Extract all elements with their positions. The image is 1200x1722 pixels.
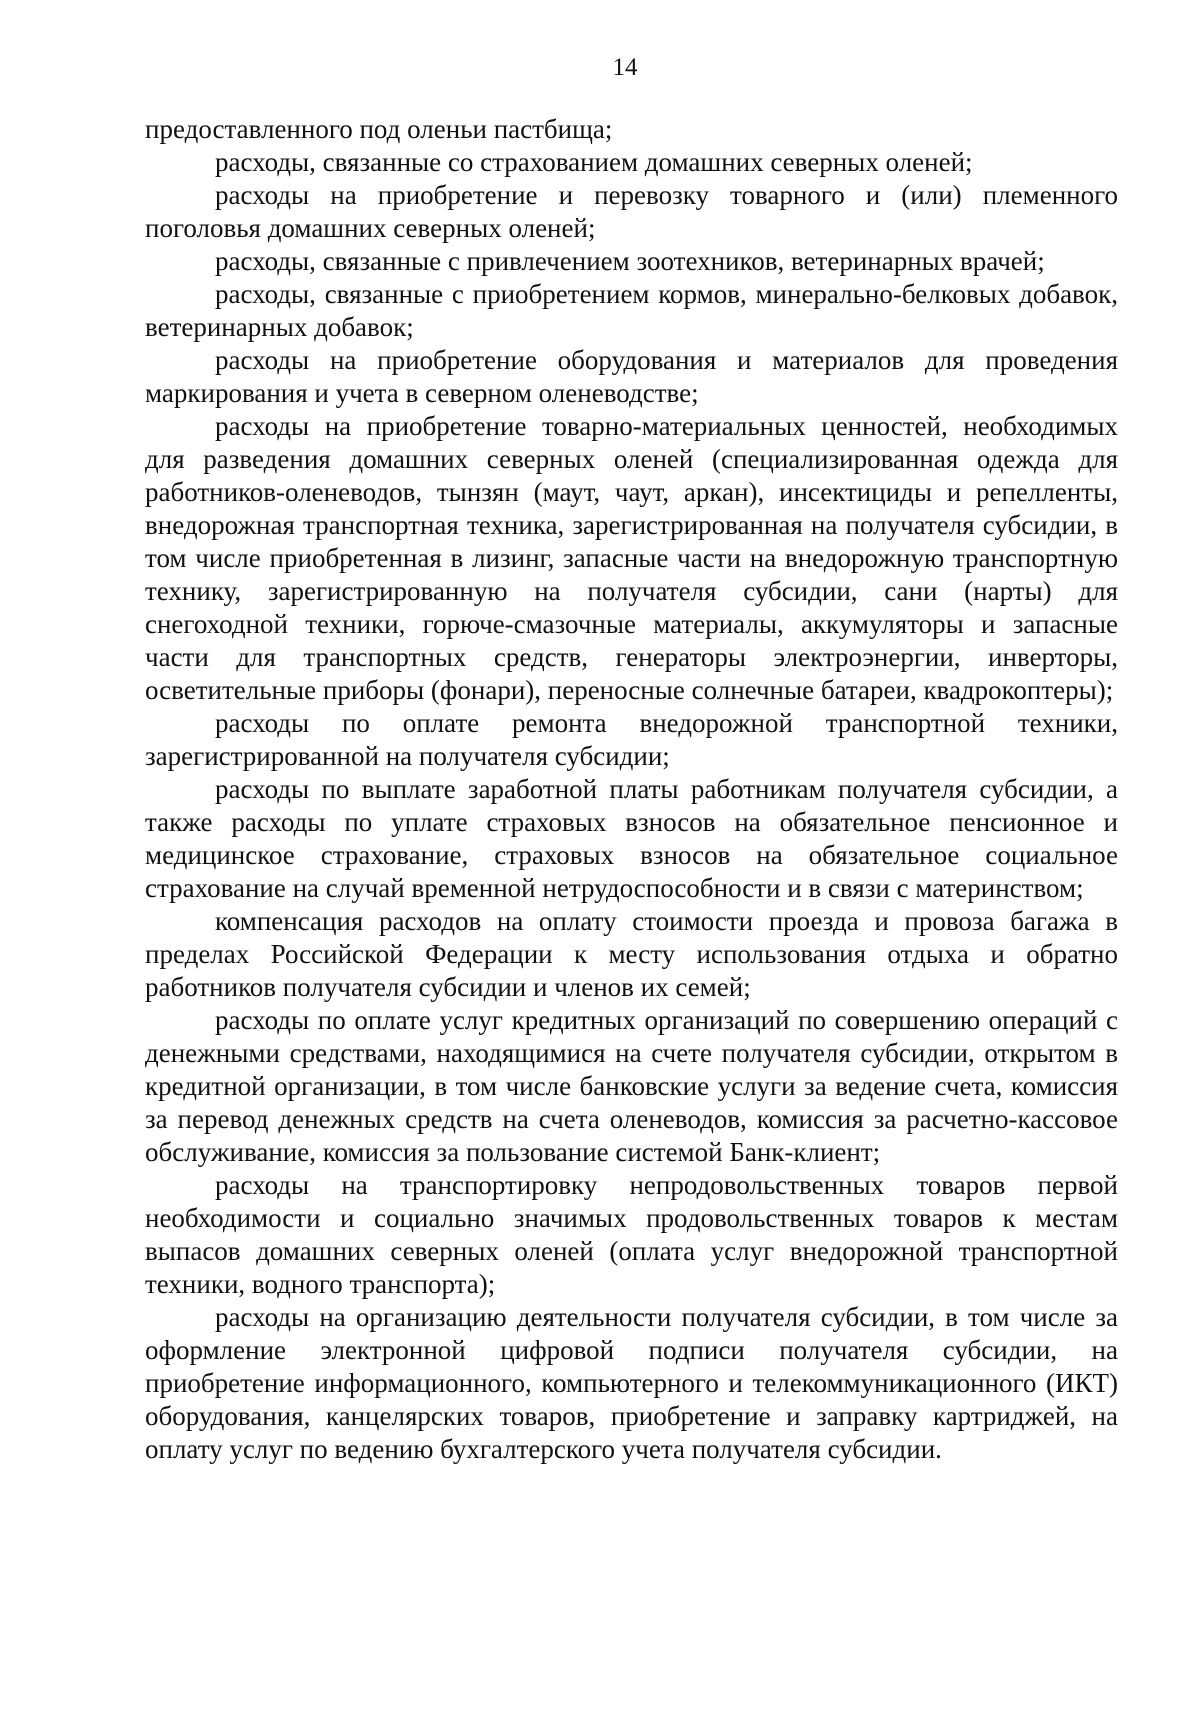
paragraph: расходы по оплате ремонта внедорожной транспортной техники, зарегистрированной на получателя субсидии;	[145, 708, 1118, 771]
paragraph: расходы на транспортировку непродовольственных товаров первой необходимости и социально значимых продовольственных товаров к местам выпасов домашних северных оленей (оплата услуг внедорожной транспортной техники, водного транспорта);	[145, 1170, 1118, 1299]
paragraph-continuation: предоставленного под оленьи пастбища;	[145, 114, 613, 144]
paragraph: расходы, связанные с привлечением зоотехников, ветеринарных врачей;	[215, 246, 1045, 276]
document-body	[145, 113, 1118, 1466]
paragraph: расходы на приобретение и перевозку товарного и (или) племенного поголовья домашних северных оленей;	[145, 180, 1118, 243]
paragraph: компенсация расходов на оплату стоимости проезда и провоза багажа в пределах Российской Федерации к месту использования отдыха и обратно работников получателя субсидии и членов их семей;	[145, 906, 1118, 1002]
paragraph: расходы по оплате услуг кредитных организаций по совершению операций с денежными средствами, находящимися на счете получателя субсидии, открытом в кредитной организации, в том числе банковские услуги за ведение счета, комиссия за перевод денежных средств на счета оленеводов, комиссия за расчетно-кассовое обслуживание, комиссия за пользование системой Банк-клиент;	[145, 1005, 1118, 1167]
paragraph: расходы на приобретение товарно-материальных ценностей, необходимых для разведения домашних северных оленей (специализированная одежда для работников-оленеводов, тынзян (маут, чаут, аркан), инсектициды и репелленты, внедорожная транспортная техника, зарегистрированная на получателя субсидии, в том числе приобретенная в лизинг, запасные части на внедорожную транспортную технику, зарегистрированную на получателя субсидии, сани (нарты) для снегоходной техники, горюче-смазочные материалы, аккумуляторы и запасные части для транспортных средств, генераторы электроэнергии, инверторы, осветительные приборы (фонари), переносные солнечные батареи, квадрокоптеры);	[145, 411, 1118, 705]
paragraph: расходы на организацию деятельности получателя субсидии, в том числе за оформление электронной цифровой подписи получателя субсидии, на приобретение информационного, компьютерного и телекоммуникационного (ИКТ) оборудования, канцелярских товаров, приобретение и заправку картриджей, на оплату услуг по ведению бухгалтерского учета получателя субсидии.	[145, 1302, 1118, 1464]
paragraph: расходы на приобретение оборудования и материалов для проведения маркирования и учета в северном оленеводстве;	[145, 345, 1118, 408]
paragraph: расходы, связанные с приобретением кормов, минерально-белковых добавок, ветеринарных добавок;	[145, 279, 1118, 342]
paragraph: расходы, связанные со страхованием домашних северных оленей;	[215, 147, 973, 177]
page-number: 14	[612, 54, 638, 81]
paragraph: расходы по выплате заработной платы работникам получателя субсидии, а также расходы по уплате страховых взносов на обязательное пенсионное и медицинское страхование, страховых взносов на обязательное социальное страхование на случай временной нетрудоспособности и в связи с материнством;	[145, 774, 1118, 903]
